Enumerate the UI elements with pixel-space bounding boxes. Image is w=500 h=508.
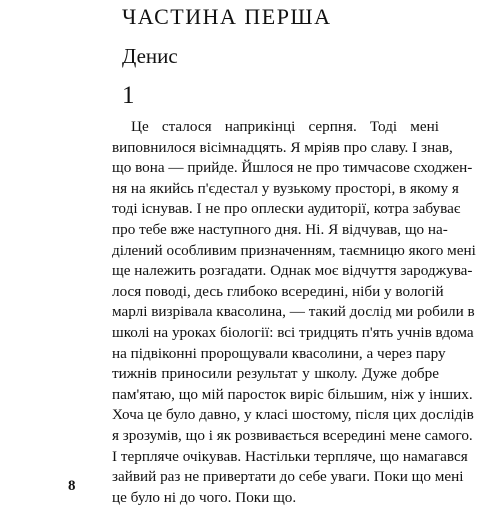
text-line: ще належить розгадати. Однак моє відчуття зароджува- [112,262,473,280]
text-line: про тебе вже наступного дня. Ні. Я відчував, що на- [112,220,448,238]
part-title: ЧАСТИНА ПЕРША [122,4,332,29]
text-line: ня на якийсь п'єдестал у вузькому просторі, в якому я [112,179,459,197]
text-line: школі на уроках біології: всі тридцять п'ять учнів вдома [112,323,474,341]
text-line: Хоча це було давно, у класі шостому, після цих дослідів [112,406,474,424]
page-number: 8 [68,478,76,494]
chapter-number: 1 [122,82,135,109]
text-line: зайвий раз не привертати до себе уваги. Поки що мені [112,468,464,486]
text-line: тоді існував. І не про оплески аудиторії, котра забуває [112,200,461,218]
text-line: тижнів приносили результат у школу. Дуже добре [112,365,439,383]
text-line: виповнилося вісімнадцять. Я мріяв про славу. І знав, [112,138,453,156]
text-line: що вона — прийде. Йшлося не про тимчасове сходжен- [112,159,473,177]
text-line: ділений особливим призначенням, таємницю якого мені [112,241,476,259]
body-text [112,117,476,508]
text-line: лося поводі, десь глибоко всередині, ніби у вологій [112,282,444,300]
text-line: Це сталося наприкінці серпня. Тоді мені [131,118,439,135]
text-line: я зрозумів, що і як розвивається всередині мене самого. [112,426,473,444]
chapter-name: Денис [122,44,178,68]
text-line: на підвіконні пророщували квасолини, а через пару [112,344,446,362]
text-line: пам'ятаю, що мій паросток виріс більшим, ніж у інших. [112,385,473,403]
text-line: марлі визрівала квасолина, — такий дослід ми робили в [112,303,475,321]
text-line: це було ні до чого. Поки що. [112,488,297,506]
text-line: І терпляче очікував. Настільки терпляче, що намагався [112,447,468,465]
